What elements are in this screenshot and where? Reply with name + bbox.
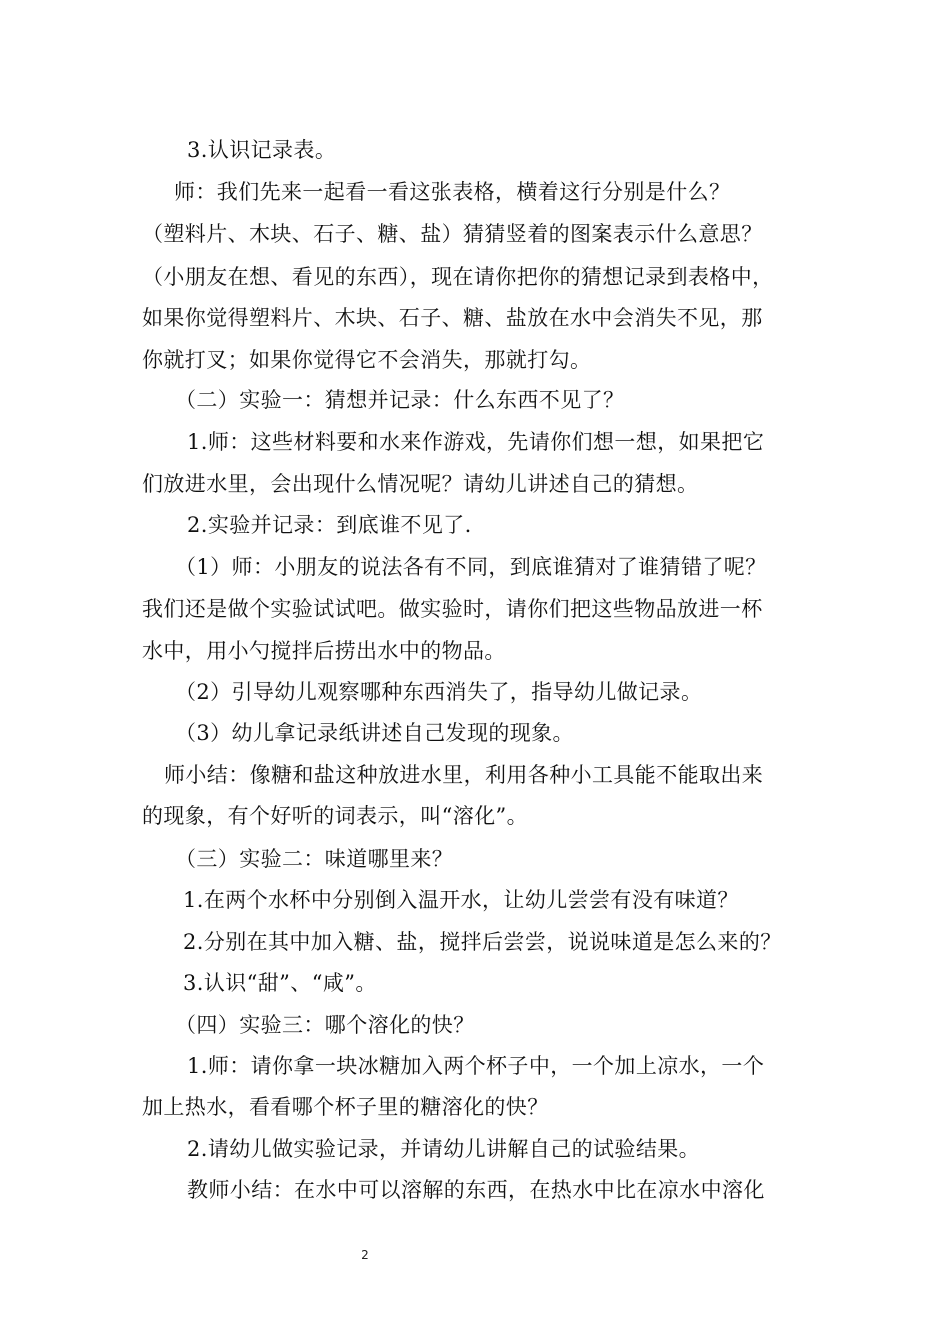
text-line: 1.师：请你拿一块冰糖加入两个杯子中，一个加上凉水，一个: [187, 1054, 765, 1078]
text-line: （塑料片、木块、石子、糖、盐）猜猜竖着的图案表示什么意思？: [142, 222, 763, 246]
section-heading: （二）实验一：猜想并记录：什么东西不见了？: [175, 388, 625, 412]
section-heading: （四）实验三：哪个溶化的快？: [175, 1013, 475, 1037]
text-line: 的现象，有个好听的词表示，叫“溶化”。: [142, 804, 529, 828]
text-line: （小朋友在想、看见的东西），现在请你把你的猜想记录到表格中，: [142, 265, 774, 289]
text-line: 2.实验并记录：到底谁不见了.: [187, 513, 472, 537]
text-line: 师：我们先来一起看一看这张表格，横着这行分别是什么？: [174, 180, 731, 204]
text-line: （1）师：小朋友的说法各有不同，到底谁猜对了谁猜错了呢？: [175, 555, 767, 579]
page-number: 2: [361, 1248, 369, 1262]
text-line: 3.认识“甜”、“咸”。: [183, 971, 377, 995]
text-line: 2.请幼儿做实验记录，并请幼儿讲解自己的试验结果。: [187, 1137, 701, 1161]
text-line: 2.分别在其中加入糖、盐，搅拌后尝尝，说说味道是怎么来的？: [183, 930, 782, 954]
text-line: 1.在两个水杯中分别倒入温开水，让幼儿尝尝有没有味道？: [183, 888, 739, 912]
section-heading: （三）实验二：味道哪里来？: [175, 847, 454, 871]
text-line: 教师小结：在水中可以溶解的东西，在热水中比在凉水中溶化: [187, 1178, 765, 1202]
text-line: 3.认识记录表。: [187, 138, 337, 162]
text-line: 如果你觉得塑料片、木块、石子、糖、盐放在水中会消失不见，那: [142, 306, 763, 330]
text-line: 你就打叉；如果你觉得它不会消失，那就打勾。: [142, 348, 592, 372]
text-line: （3）幼儿拿记录纸讲述自己发现的现象。: [175, 721, 574, 745]
text-line: （2）引导幼儿观察哪种东西消失了，指导幼儿做记录。: [175, 680, 703, 704]
text-line: 师小结：像糖和盐这种放进水里，利用各种小工具能不能取出来: [164, 763, 764, 787]
text-line: 1.师：这些材料要和水来作游戏，先请你们想一想，如果把它: [187, 430, 765, 454]
text-line: 们放进水里，会出现什么情况呢？请幼儿讲述自己的猜想。: [142, 472, 699, 496]
text-line: 水中，用小勺搅拌后捞出水中的物品。: [142, 639, 506, 663]
text-line: 加上热水，看看哪个杯子里的糖溶化的快？: [142, 1095, 549, 1119]
text-line: 我们还是做个实验试试吧。做实验时，请你们把这些物品放进一杯: [142, 597, 763, 621]
